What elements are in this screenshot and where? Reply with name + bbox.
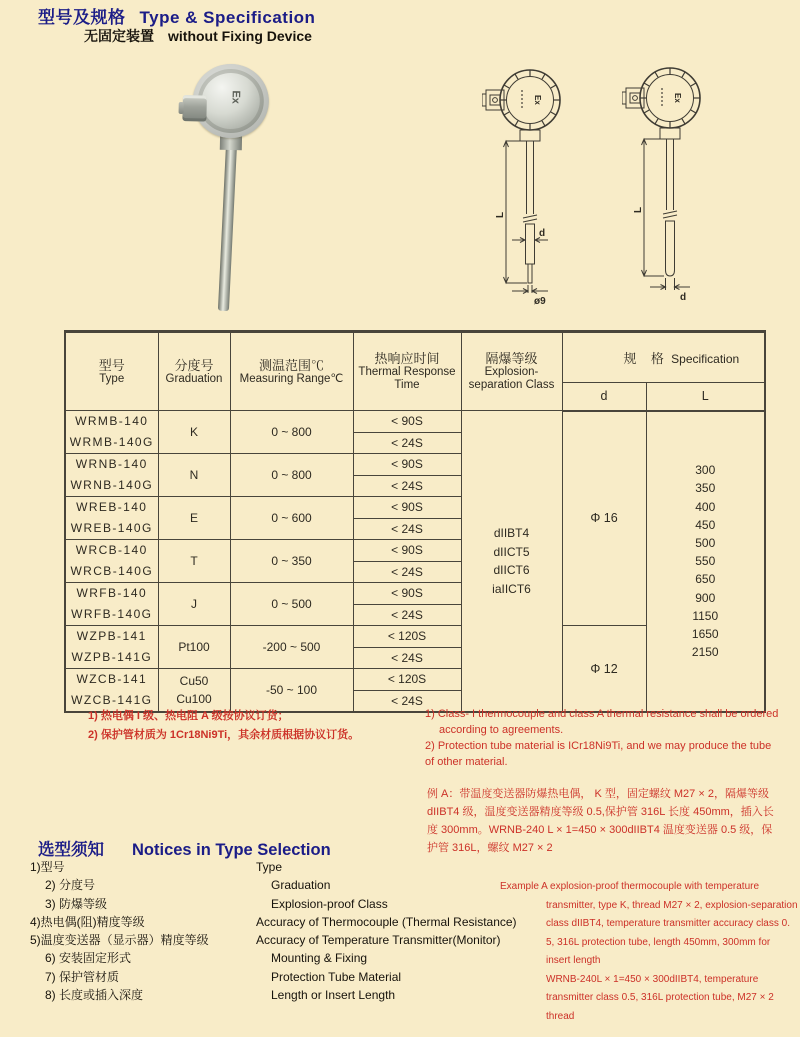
page-subtitle-en: without Fixing Device [168, 28, 312, 44]
example-paragraph-chinese [427, 785, 795, 857]
product-photo-thermocouple [180, 61, 277, 313]
range-cell: 0 ~ 350 [230, 540, 353, 583]
specification-table [64, 330, 766, 713]
page-subtitle [84, 26, 312, 46]
graduation-cell: Cu50 Cu100 [158, 669, 230, 713]
footnote-line: 2) Protection tube material is ICr18Ni9Ti, and we may produce the tube [425, 740, 772, 752]
range-cell: 0 ~ 800 [230, 454, 353, 497]
header-d: d [562, 383, 646, 411]
dim-label-L: L [633, 206, 644, 213]
header-graduation: 分度号 Graduation [158, 332, 230, 411]
response-cell: < 24S [353, 518, 461, 540]
range-cell: -50 ~ 100 [230, 669, 353, 713]
example-line: insert length [546, 955, 601, 966]
example-line: 度 300mm。WRNB-240 L × 1=450 × 300dIIBT4 温度变送器 0.5 级，保 [427, 824, 773, 836]
response-cell: < 24S [353, 561, 461, 583]
graduation-cell: N [158, 454, 230, 497]
table-header-row [65, 332, 765, 383]
footnote-line: of other material. [425, 756, 508, 768]
example-line: Example A explosion-proof thermocouple with temperature [500, 881, 760, 892]
model-cell: WREB-140 WREB-140G [65, 497, 158, 540]
header-l: L [646, 383, 765, 411]
model-cell: WRFB-140 WRFB-140G [65, 583, 158, 626]
table-row [65, 411, 765, 433]
dim-label-o9: ø9 [534, 296, 546, 307]
length-cell: 300 350 400 450 500 550 650 900 1150 1650 2150 [646, 411, 765, 713]
range-cell: 0 ~ 800 [230, 411, 353, 454]
selection-heading-zh: 选型须知 [38, 841, 104, 859]
response-cell: < 120S [353, 669, 461, 691]
footnote-line: according to agreements. [439, 724, 564, 736]
response-cell: < 90S [353, 583, 461, 605]
response-cell: < 90S [353, 454, 461, 476]
example-line: transmitter, type K, thread M27 × 2, explosion-separation [546, 899, 798, 911]
page-title-zh: 型号及规格 [38, 8, 126, 27]
header-response: 热响应时间 Thermal Response Time [353, 332, 461, 411]
page-subtitle-zh: 无固定装置 [84, 28, 154, 44]
cable-connector [182, 95, 207, 121]
example-line: class dIIBT4, temperature transmitter accuracy class 0. [546, 918, 790, 929]
model-cell: WRNB-140 WRNB-140G [65, 454, 158, 497]
response-cell: < 90S [353, 497, 461, 519]
dimension-drawing-left [482, 64, 570, 314]
explosion-class-cell: dIIBT4 dIICT5 dIICT6 iaIICT6 [461, 411, 562, 713]
diameter-cell-16: Φ 16 [562, 411, 646, 626]
response-cell: < 24S [353, 432, 461, 454]
response-cell: < 90S [353, 540, 461, 562]
dim-label-d: d [680, 292, 687, 303]
ex-marking: Ex [229, 90, 242, 104]
graduation-cell: T [158, 540, 230, 583]
example-line: 护管 316L，螺纹 M27 × 2 [427, 842, 553, 854]
list-item: 5)温度变送器（显示器）精度等级 Accuracy of Temperature Transmitter(Monitor) [30, 933, 501, 948]
list-item: 8) 长度或插入深度 Length or Insert Length [45, 988, 396, 1003]
list-item: 2) 分度号 Graduation [45, 878, 331, 893]
example-line: 例 A：带温度变送器防爆热电偶， K 型，固定螺纹 M27 × 2，隔爆等级 [427, 788, 769, 800]
graduation-cell: Pt100 [158, 626, 230, 669]
header-explosion: 隔爆等级 Explosion- separation Class [461, 332, 562, 411]
example-line: WRNB-240L × 1=450 × 300dIIBT4, temperature [546, 973, 759, 985]
model-cell: WZPB-141 WZPB-141G [65, 626, 158, 669]
list-item: 6) 安装固定形式 Mounting & Fixing [45, 951, 368, 966]
response-cell: < 120S [353, 626, 461, 648]
header-specification: 规 格 Specification [562, 332, 765, 383]
response-cell: < 24S [353, 475, 461, 497]
dim-label-d: d [539, 228, 546, 239]
selection-heading-en: Notices in Type Selection [132, 841, 331, 859]
response-cell: < 24S [353, 604, 461, 626]
page-title [38, 3, 315, 28]
diameter-cell-12: Φ 12 [562, 626, 646, 713]
range-cell: 0 ~ 600 [230, 497, 353, 540]
list-item: 4)热电偶(阻)精度等级 Accuracy of Thermocouple (Thermal Resistance) [30, 914, 517, 929]
model-cell: WZCB-141 WZCB-141G [65, 669, 158, 713]
response-cell: < 90S [353, 411, 461, 433]
dimension-drawing-right [622, 64, 710, 314]
list-item: 3) 防爆等级 Explosion-proof Class [45, 896, 388, 911]
list-item: 1)型号 Type [30, 860, 283, 874]
header-type: 型号 Type [65, 332, 158, 411]
page-title-en: Type & Specification [139, 8, 316, 27]
list-item: 7) 保护管材质 Protection Tube Material [45, 969, 402, 984]
example-line: dIIBT4 级，温度变送器精度等级 0.5,保护管 316L 长度 450mm，插入长 [427, 806, 774, 818]
example-line: thread [546, 1010, 575, 1022]
range-cell: -200 ~ 500 [230, 626, 353, 669]
header-range: 测温范围℃ Measuring Range℃ [230, 332, 353, 411]
ex-marking: Ex [673, 93, 682, 103]
footnote-line: 2) 保护管材质为 1Cr18Ni9Ti，其余材质根据协议订货。 [88, 728, 360, 741]
footnotes-english [425, 706, 790, 770]
probe-shaft [218, 149, 237, 311]
footnote-line: 1) Class- I thermocouple and class A thermal resistance shall be ordered [425, 708, 779, 720]
model-cell: WRMB-140 WRMB-140G [65, 411, 158, 454]
graduation-cell: K [158, 411, 230, 454]
model-cell: WRCB-140 WRCB-140G [65, 540, 158, 583]
selection-heading [38, 836, 331, 860]
dim-label-L: L [495, 211, 506, 218]
example-paragraph-english [500, 878, 798, 1026]
graduation-cell: J [158, 583, 230, 626]
response-cell: < 24S [353, 647, 461, 669]
graduation-cell: E [158, 497, 230, 540]
example-line: 5, 316L protection tube, length 450mm, 300mm for [546, 936, 771, 948]
footnote-line: 1) 热电偶 I 级、热电阻 A 级按协议订货； [88, 710, 289, 722]
selection-list [30, 858, 517, 1004]
footnotes-chinese [88, 707, 359, 744]
range-cell: 0 ~ 500 [230, 583, 353, 626]
ex-marking: Ex [533, 95, 542, 105]
response-cell: < 24S [353, 690, 461, 712]
example-line: transmitter class 0.5, 316L protection tube, M27 × 2 [546, 992, 774, 1003]
